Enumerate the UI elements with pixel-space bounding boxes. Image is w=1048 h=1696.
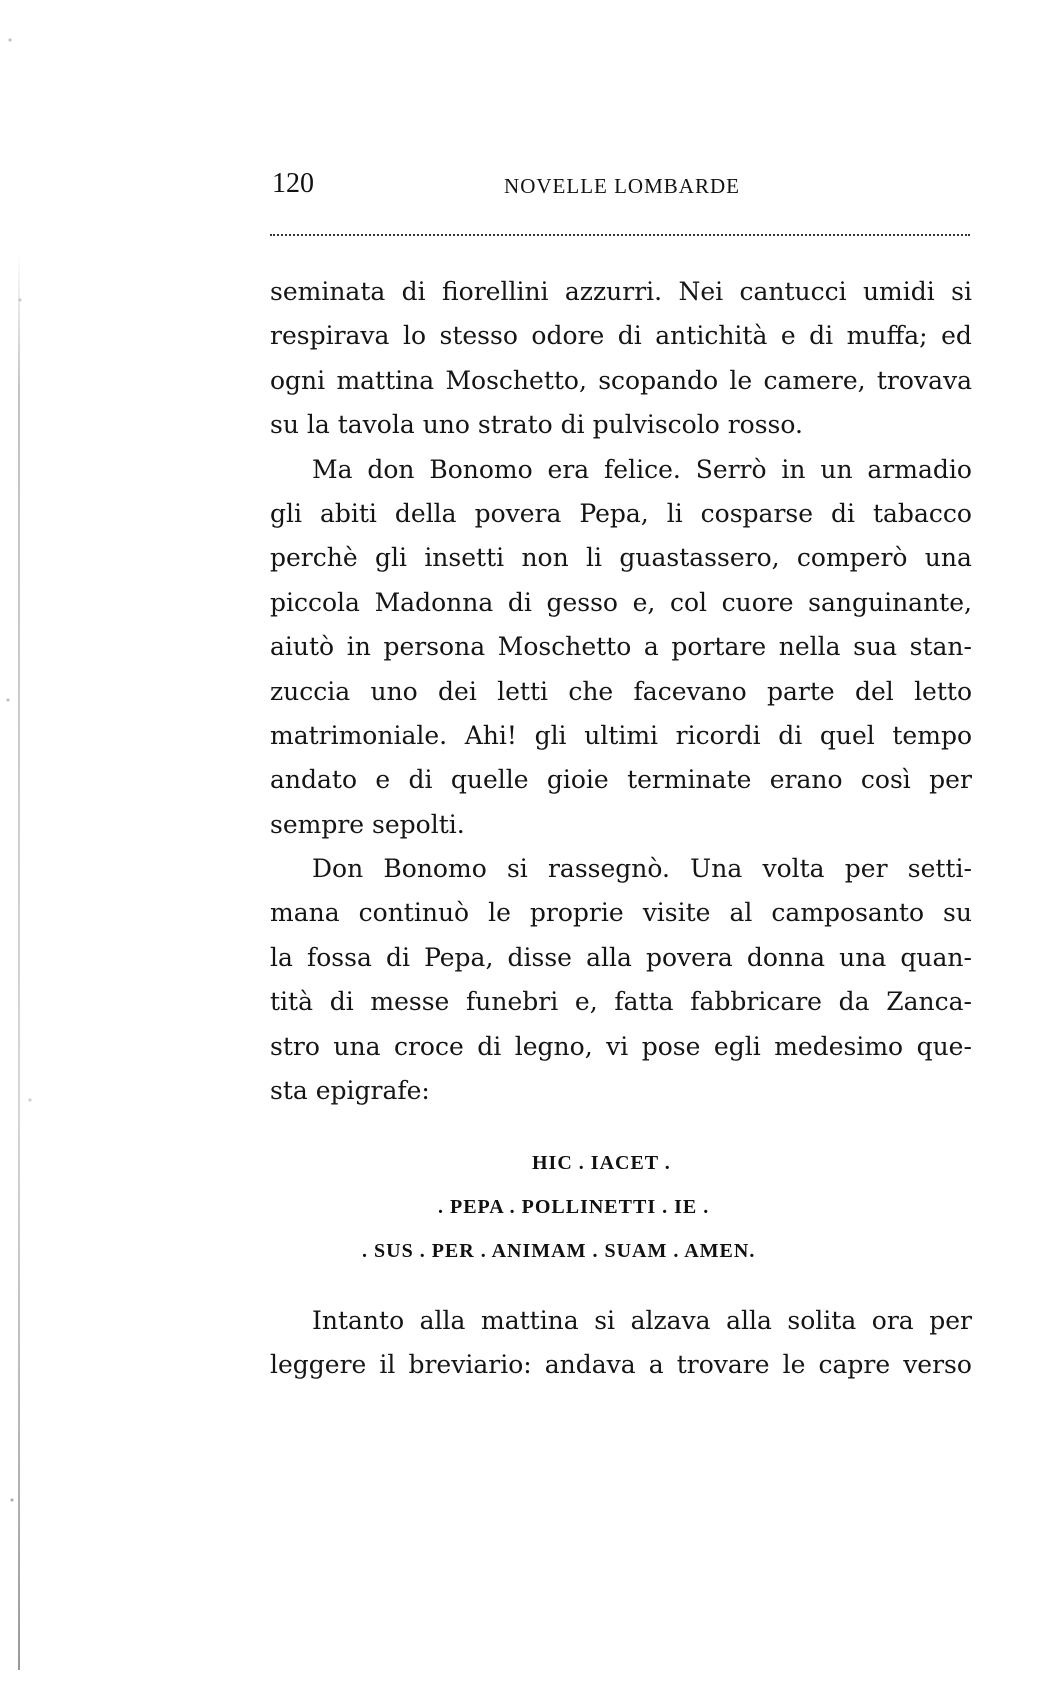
running-title: NOVELLE LOMBARDE xyxy=(504,174,740,198)
text-line: andato e di quelle gioie terminate erano così per xyxy=(270,765,972,795)
epitaph xyxy=(270,1141,972,1273)
text-line: gli abiti della povera Pepa, li cosparse di tabacco xyxy=(270,498,972,528)
text-line: la fossa di Pepa, disse alla povera donna una quan- xyxy=(270,942,972,972)
text-line: zuccia uno dei letti che facevano parte del letto xyxy=(270,676,972,706)
scan-edge-line xyxy=(18,250,20,1670)
scan-edge-noise xyxy=(0,0,60,1696)
epitaph-line: HIC . IACET . xyxy=(532,1152,671,1174)
text-line: mana continuò le proprie visite al camposanto su xyxy=(270,898,972,928)
text-line: piccola Madonna di gesso e, col cuore sanguinante, xyxy=(270,587,972,617)
page-header xyxy=(272,168,972,208)
epitaph-line: . SUS . PER . ANIMAM . SUAM . AMEN. xyxy=(362,1240,756,1262)
text-line: perchè gli insetti non li guastassero, comperò una xyxy=(270,543,972,573)
epitaph-line: . PEPA . POLLINETTI . IE . xyxy=(438,1196,710,1218)
text-line: Intanto alla mattina si alzava alla solita ora per xyxy=(312,1306,972,1335)
text-line: su la tavola uno strato di pulviscolo rosso. xyxy=(270,410,803,440)
text-line: seminata di fiorellini azzurri. Nei cantucci umidi si xyxy=(270,277,972,306)
text-line: Don Bonomo si rassegnò. Una volta per setti- xyxy=(312,854,972,884)
body-paragraphs xyxy=(270,270,972,1113)
text-line: leggere il breviario: andava a trovare le capre verso xyxy=(270,1350,972,1380)
text-line: respirava lo stesso odore di antichità e di muffa; ed xyxy=(270,321,972,351)
text-line: sempre sepolti. xyxy=(270,809,465,839)
text-line: stro una croce di legno, vi pose egli medesimo que- xyxy=(270,1031,972,1061)
text-line: tità di messe funebri e, fatta fabbricare da Zanca- xyxy=(270,987,972,1017)
header-rule xyxy=(270,234,970,236)
closing-paragraph xyxy=(270,1299,972,1388)
text-line: Ma don Bonomo era felice. Serrò in un armadio xyxy=(312,454,972,484)
text-line: matrimoniale. Ahi! gli ultimi ricordi di quel tempo xyxy=(270,720,972,750)
text-line: aiutò in persona Moschetto a portare nella sua stan- xyxy=(270,632,972,662)
text-line: sta epigrafe: xyxy=(270,1076,430,1106)
text-line: ogni mattina Moschetto, scopando le camere, trovava xyxy=(270,365,972,395)
page-number: 120 xyxy=(272,168,314,199)
